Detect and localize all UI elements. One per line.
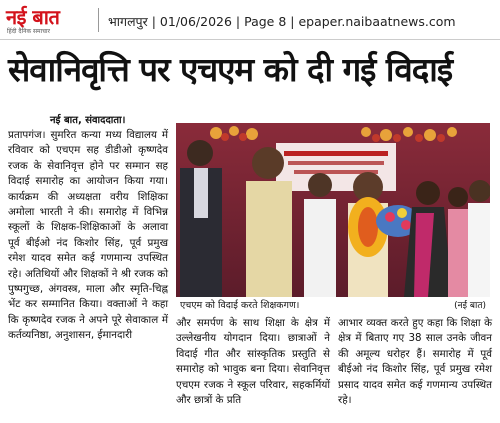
article-column-2: और समर्पण के साथ शिक्षा के क्षेत्र में उल्लेखनीय योगदान दिया। छात्राओं ने विदाई गीत और सांस्कृतिक प्रस्तुति से समारोह को भावुक बना दिया। सेवानिवृत्त एचएम रजक ने स्कूल परिवार, सहकर्मियों और छात्रों के प्रति	[176, 317, 330, 407]
masthead-divider	[98, 8, 99, 32]
photo-caption: एचएम को विदाई करते शिक्षकगण।	[180, 300, 300, 311]
photo-caption-bar	[176, 297, 490, 313]
photo-credit: (नई बात)	[454, 301, 486, 311]
logo-tagline: हिंदी दैनिक समाचार	[7, 28, 50, 35]
article-column-1	[8, 128, 168, 344]
edition-meta: भागलपुर | 01/06/2026 | Page 8 | epaper.naibaatnews.com	[108, 14, 456, 29]
newspaper-logo[interactable]	[6, 5, 90, 35]
ceremony-photo-illustration	[176, 123, 490, 297]
article-headline: सेवानिवृत्ति पर एचएम को दी गई विदाई	[8, 50, 453, 89]
article-text-col1: प्रतापगंज। सुमरित कन्या मध्य विद्यालय में रविवार को एचएम सह डीडीओ कृष्णदेव रजक के सेवानिवृत्त होने पर सम्मान सह विदाई समारोह का आयोजन किया गया। कार्यक्रम की अध्यक्षता वरीय शिक्षिका अमोला भारती ने की। समारोह में विभिन्न स्कूलों के शिक्षक-शिक्षिकाओं के अलावा पूर्व बीईओ नंद किशोर सिंह, पूर्व प्रमुख रमेश यादव समेत कई गणमान्य उपस्थित रहे। अतिथियों और शिक्षकों ने श्री रजक को पुष्पगुच्छ, अंगवस्त्र, माला और स्मृति-चिह्न भेंट कर सम्मानित किया। वक्ताओं ने कहा कि कृष्णदेव रजक ने अपने पूरे सेवाकाल में कर्तव्यनिष्ठा, अनुशासन, ईमानदारी	[8, 129, 168, 342]
article-photo[interactable]	[176, 123, 490, 297]
article-byline: नई बात, संवाददाता।	[50, 115, 126, 126]
masthead	[0, 0, 500, 40]
logo-text: नई बात	[6, 5, 60, 29]
article-column-3: आभार व्यक्त करते हुए कहा कि शिक्षा के क्षेत्र में बिताए गए 38 साल उनके जीवन की अमूल्य धरोहर हैं। समारोह में पूर्व बीईओ नंद किशोर सिंह, पूर्व प्रमुख रमेश प्रसाद यादव समेत कई गणमान्य उपस्थित रहे।	[338, 317, 492, 407]
